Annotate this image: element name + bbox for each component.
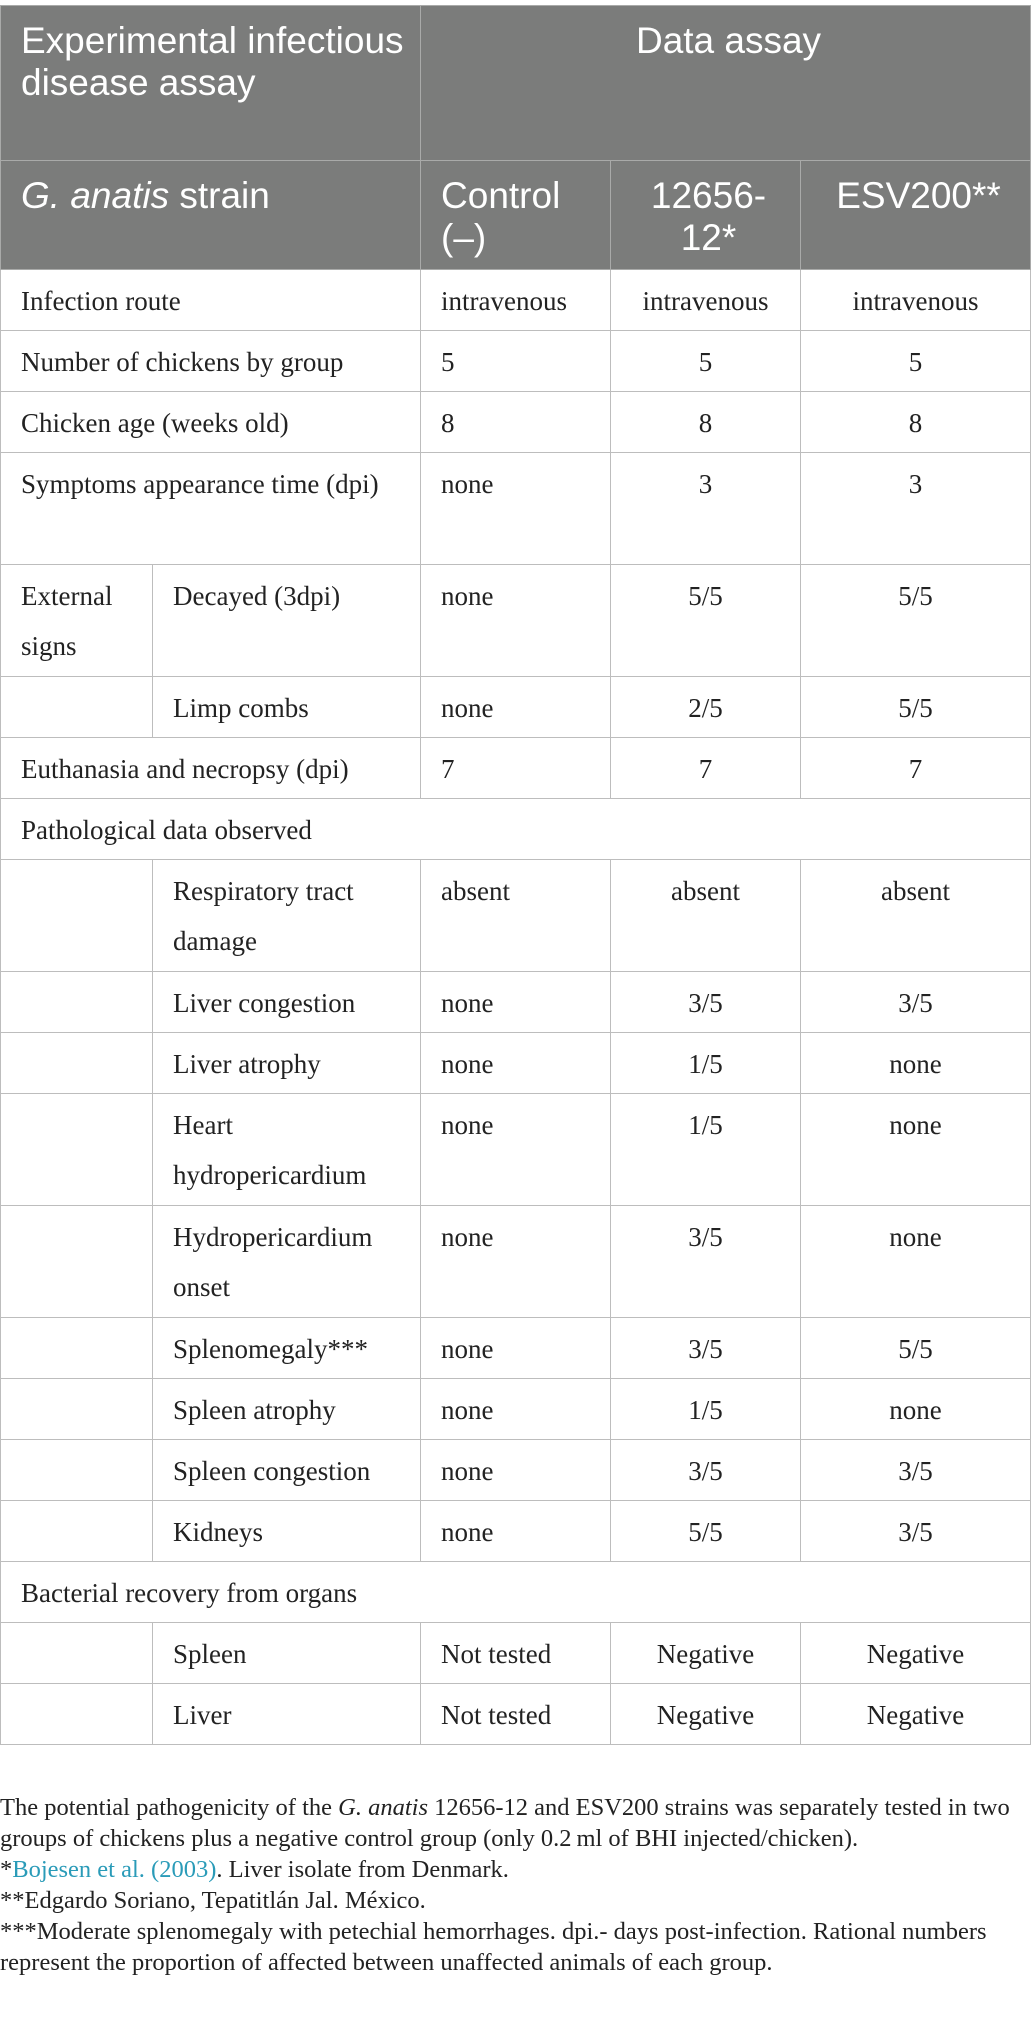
table-row (1, 392, 1031, 453)
row-indent-cell (1, 1318, 153, 1379)
strain-esv200-header: ESV200** (801, 161, 1031, 270)
header-row-2 (1, 161, 1031, 270)
cell-esv200: none (801, 1094, 1031, 1206)
cell-control: none (421, 1094, 611, 1206)
cell-control: none (421, 1501, 611, 1562)
cell-control: none (421, 1318, 611, 1379)
row-label: Liver congestion (153, 972, 421, 1033)
cell-esv200: 8 (801, 392, 1031, 453)
row-label: Heart hydropericardium (153, 1094, 421, 1206)
cell-esv200: 7 (801, 738, 1031, 799)
strain-12656-header: 12656-12* (611, 161, 801, 270)
row-label: Limp combs (153, 677, 421, 738)
section-label: Pathological data observed (1, 799, 1031, 860)
table-row (1, 738, 1031, 799)
table-row (1, 1318, 1031, 1379)
cell-control: none (421, 565, 611, 677)
cell-control: none (421, 1033, 611, 1094)
footnote-marker: * (0, 1856, 13, 1883)
table-row (1, 1623, 1031, 1684)
row-label: Decayed (3dpi) (153, 565, 421, 677)
footnote-text: 12656-12 and ESV200 strains was separately tested in two groups of chickens plus a negative control group (only 0.2 ml of BHI injected/chicken). (0, 1794, 1010, 1852)
table-row (1, 860, 1031, 972)
strain-header (1, 161, 421, 270)
cell-12656: 1/5 (611, 1094, 801, 1206)
cell-12656: 8 (611, 392, 801, 453)
assay-column-header: Experimental infectious disease assay (1, 6, 421, 161)
cell-esv200: none (801, 1379, 1031, 1440)
strain-word: strain (169, 175, 270, 216)
cell-control: 7 (421, 738, 611, 799)
table-row (1, 677, 1031, 738)
infection-assay-table (0, 5, 1031, 1745)
cell-12656: 7 (611, 738, 801, 799)
cell-esv200: 3/5 (801, 1501, 1031, 1562)
footnote-double-asterisk: **Edgardo Soriano, Tepatitlán Jal. México. (0, 1887, 426, 1914)
table-row (1, 1501, 1031, 1562)
cell-12656: 3/5 (611, 1206, 801, 1318)
bojesen-reference-link[interactable]: Bojesen et al. (2003) (12, 1856, 217, 1883)
row-indent-cell (1, 677, 153, 738)
cell-esv200: 5/5 (801, 1318, 1031, 1379)
cell-12656: absent (611, 860, 801, 972)
cell-control: none (421, 1379, 611, 1440)
row-indent-cell (1, 1623, 153, 1684)
row-label: Infection route (1, 270, 421, 331)
table-row (1, 1206, 1031, 1318)
cell-esv200: 5/5 (801, 677, 1031, 738)
row-indent-cell (1, 1206, 153, 1318)
cell-12656: 3 (611, 453, 801, 565)
table-row (1, 1684, 1031, 1745)
cell-control: absent (421, 860, 611, 972)
row-indent-cell (1, 1684, 153, 1745)
row-label: Liver (153, 1684, 421, 1745)
row-label: Chicken age (weeks old) (1, 392, 421, 453)
footnote-single-asterisk (0, 1854, 1030, 1885)
cell-control: Not tested (421, 1623, 611, 1684)
table-row (1, 1033, 1031, 1094)
cell-12656: 1/5 (611, 1379, 801, 1440)
row-indent-cell (1, 1379, 153, 1440)
cell-12656: Negative (611, 1623, 801, 1684)
cell-control: none (421, 677, 611, 738)
footnote-triple-asterisk: ***Moderate splenomegaly with petechial hemorrhages. dpi.- days post-infection. Rational numbers represent the proportion of affected between unaffected animals of each group. (0, 1918, 987, 1976)
cell-12656: 3/5 (611, 972, 801, 1033)
cell-esv200: 5 (801, 331, 1031, 392)
row-indent-cell (1, 1440, 153, 1501)
strain-species: G. anatis (21, 175, 170, 216)
footnote-text: . Liver isolate from Denmark. (216, 1856, 509, 1883)
row-label: Hydropericardium onset (153, 1206, 421, 1318)
cell-esv200: 3/5 (801, 1440, 1031, 1501)
cell-12656: 3/5 (611, 1440, 801, 1501)
row-indent-cell (1, 860, 153, 972)
row-label: Spleen (153, 1623, 421, 1684)
section-label: Bacterial recovery from organs (1, 1562, 1031, 1623)
data-assay-header: Data assay (421, 6, 1031, 161)
row-label: Spleen atrophy (153, 1379, 421, 1440)
row-indent-cell (1, 1501, 153, 1562)
cell-12656: 1/5 (611, 1033, 801, 1094)
row-indent-cell (1, 1094, 153, 1206)
cell-esv200: none (801, 1206, 1031, 1318)
cell-esv200: 3 (801, 453, 1031, 565)
cell-12656: Negative (611, 1684, 801, 1745)
cell-control: 5 (421, 331, 611, 392)
row-label: Euthanasia and necropsy (dpi) (1, 738, 421, 799)
row-label: Spleen congestion (153, 1440, 421, 1501)
section-row (1, 799, 1031, 860)
header-row-1 (1, 6, 1031, 161)
cell-control: 8 (421, 392, 611, 453)
table-row (1, 1094, 1031, 1206)
strain-control-header: Control (–) (421, 161, 611, 270)
section-row (1, 1562, 1031, 1623)
table-row (1, 453, 1031, 565)
cell-esv200: 3/5 (801, 972, 1031, 1033)
row-indent-cell (1, 1033, 153, 1094)
table-row (1, 1440, 1031, 1501)
row-label: Number of chickens by group (1, 331, 421, 392)
cell-control: none (421, 1206, 611, 1318)
row-label: Kidneys (153, 1501, 421, 1562)
row-label: Respiratory tract damage (153, 860, 421, 972)
cell-12656: intravenous (611, 270, 801, 331)
cell-esv200: Negative (801, 1623, 1031, 1684)
footnote-description (0, 1792, 1030, 1854)
cell-esv200: intravenous (801, 270, 1031, 331)
table-row (1, 331, 1031, 392)
cell-12656: 3/5 (611, 1318, 801, 1379)
table-row (1, 1379, 1031, 1440)
table-footnotes (0, 1792, 1030, 1978)
cell-12656: 2/5 (611, 677, 801, 738)
cell-12656: 5/5 (611, 1501, 801, 1562)
row-label: Splenomegaly*** (153, 1318, 421, 1379)
cell-esv200: absent (801, 860, 1031, 972)
cell-esv200: Negative (801, 1684, 1031, 1745)
cell-control: none (421, 453, 611, 565)
cell-control: none (421, 1440, 611, 1501)
table-row (1, 565, 1031, 677)
footnote-species: G. anatis (338, 1794, 428, 1821)
cell-esv200: none (801, 1033, 1031, 1094)
cell-control: Not tested (421, 1684, 611, 1745)
cell-control: none (421, 972, 611, 1033)
row-group-label: External signs (1, 565, 153, 677)
cell-12656: 5 (611, 331, 801, 392)
footnote-text: The potential pathogenicity of the (0, 1794, 339, 1821)
row-indent-cell (1, 972, 153, 1033)
row-label: Symptoms appearance time (dpi) (1, 453, 421, 565)
row-label: Liver atrophy (153, 1033, 421, 1094)
cell-12656: 5/5 (611, 565, 801, 677)
table-row (1, 270, 1031, 331)
cell-control: intravenous (421, 270, 611, 331)
cell-esv200: 5/5 (801, 565, 1031, 677)
results-table-container (0, 5, 1030, 1745)
table-row (1, 972, 1031, 1033)
